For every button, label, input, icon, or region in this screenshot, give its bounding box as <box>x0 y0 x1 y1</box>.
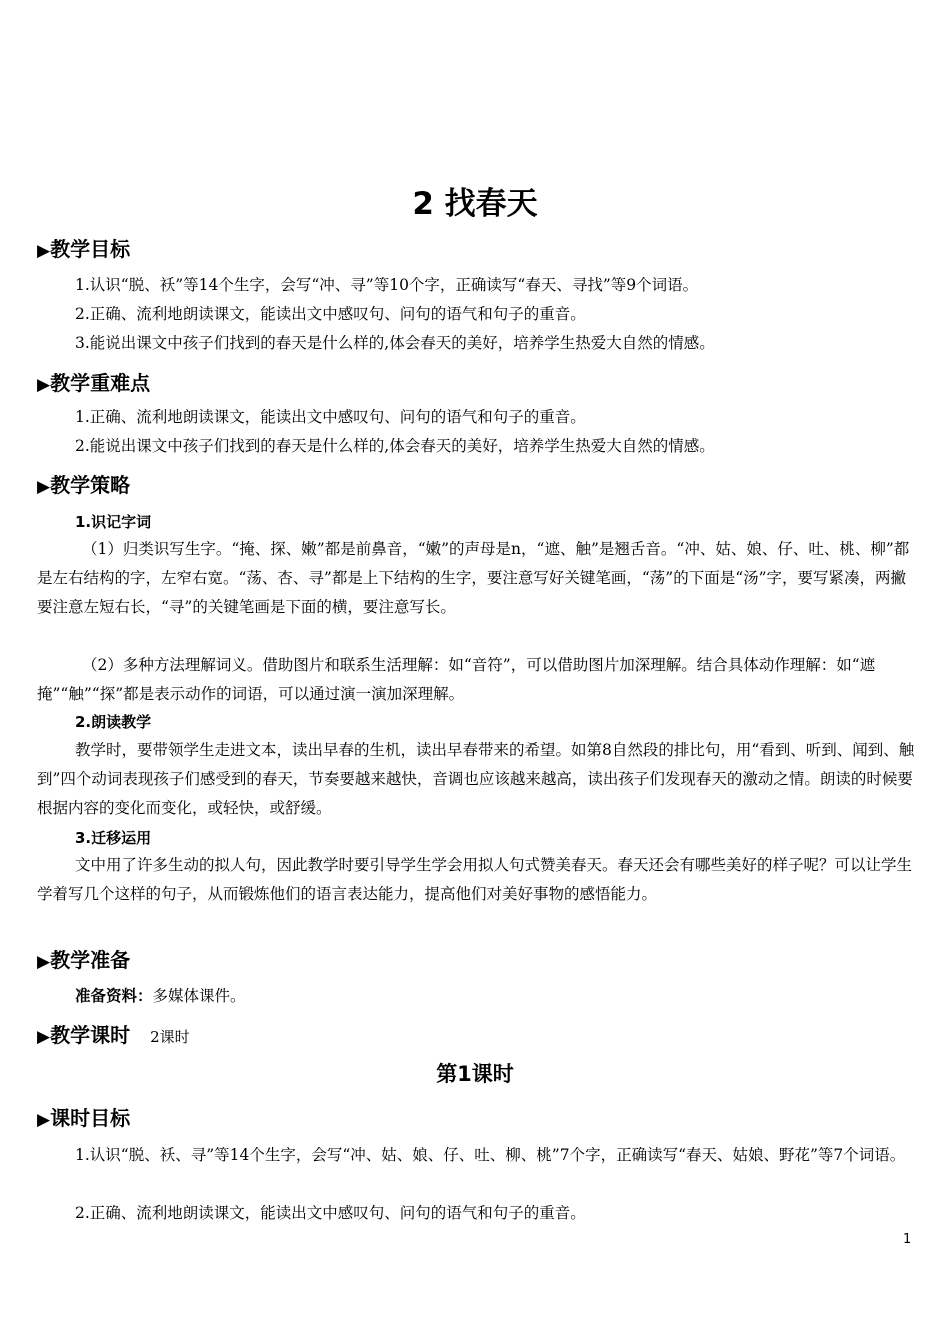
goal-item: 2.正确、流利地朗读课文，能读出文中感叹句、问句的语气和句子的重音。 <box>75 305 586 323</box>
lesson-title: 第1课时 <box>436 1062 514 1086</box>
page-number: 1 <box>903 1232 912 1247</box>
section-heading-goals: ▶教学目标 <box>37 237 131 261</box>
triangle-marker-icon: ▶ <box>37 1027 51 1047</box>
hours-value: 2课时 <box>150 1028 190 1046</box>
section-heading-strategy: ▶教学策略 <box>37 473 131 497</box>
strategy-subheading: 3.迁移运用 <box>75 829 152 847</box>
strategy-subheading: 1.识记字词 <box>75 513 152 531</box>
strategy-paragraph: 文中用了许多生动的拟人句，因此教学时要引导学生学会用拟人句式赞美春天。春天还会有哪些美好的样子呢？可以让学生学着写几个这样的句子，从而锻炼他们的语言表达能力，提高他们对美好事物的感悟能力。 <box>37 856 913 903</box>
strategy-paragraph: （1）归类识写生字。“掩、探、嫩”都是前鼻音，“嫩”的声母是n，“遮、触”是翘舌音。“冲、姑、娘、仔、吐、桃、柳”都是左右结构的字，左窄右宽。“荡、杏、寻”都是上下结构的生字，要注意写好关键笔画，“荡”的下面是“汤”字，要写紧凑，两撇要注意左短右长，“寻”的关键笔画是下面的横，要注意写长。 <box>37 540 910 616</box>
goal-item: 3.能说出课文中孩子们找到的春天是什么样的,体会春天的美好，培养学生热爱大自然的情感。 <box>75 334 715 352</box>
prep-line: 准备资料：多媒体课件。 <box>75 987 246 1005</box>
page-title: 2 找春天 <box>412 186 538 222</box>
triangle-marker-icon: ▶ <box>37 241 51 261</box>
strategy-paragraph: 教学时，要带领学生走进文本，读出早春的生机，读出早春带来的希望。如第8自然段的排比句，用“看到、听到、闻到、触到”四个动词表现孩子们感受到的春天，节奏要越来越快，音调也应该越来越高，读出孩子们发现春天的激动之情。朗读的时候要根据内容的变化而变化，或轻快，或舒缓。 <box>37 741 915 817</box>
keypoint-item: 2.能说出课文中孩子们找到的春天是什么样的,体会春天的美好，培养学生热爱大自然的情感。 <box>75 437 715 455</box>
section-heading-hours: ▶教学课时 2课时 <box>37 1023 190 1047</box>
lesson-goal-item: 2.正确、流利地朗读课文，能读出文中感叹句、问句的语气和句子的重音。 <box>75 1204 586 1222</box>
keypoint-item: 1.正确、流利地朗读课文，能读出文中感叹句、问句的语气和句子的重音。 <box>75 408 586 426</box>
lesson-goal-item: 1.认识“脱、袄、寻”等14个生字，会写“冲、姑、娘、仔、吐、柳、桃”7个字，正确读写“春天、姑娘、野花”等7个词语。 <box>75 1146 906 1164</box>
triangle-marker-icon: ▶ <box>37 375 51 395</box>
goal-item: 1.认识“脱、袄”等14个生字，会写“冲、寻”等10个字，正确读写“春天、寻找”等9个词语。 <box>75 276 699 294</box>
strategy-subheading: 2.朗读教学 <box>75 713 152 731</box>
triangle-marker-icon: ▶ <box>37 952 51 972</box>
triangle-marker-icon: ▶ <box>37 477 51 497</box>
section-heading-prep: ▶教学准备 <box>37 948 131 972</box>
strategy-paragraph: （2）多种方法理解词义。借助图片和联系生活理解：如“音符”，可以借助图片加深理解。结合具体动作理解：如“遮掩”“触”“探”都是表示动作的词语，可以通过演一演加深理解。 <box>37 656 876 703</box>
triangle-marker-icon: ▶ <box>37 1110 51 1130</box>
section-heading-lesson-goals: ▶课时目标 <box>37 1106 131 1130</box>
section-heading-keypoints: ▶教学重难点 <box>37 371 151 395</box>
